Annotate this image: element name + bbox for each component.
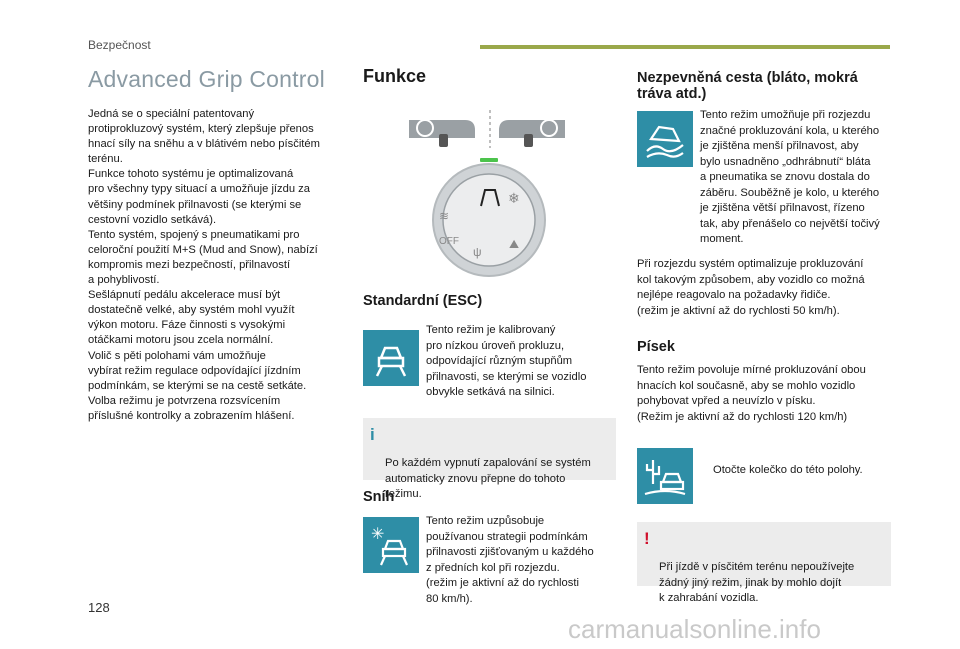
- header-accent-bar: [480, 45, 890, 49]
- left-seat-icon: [439, 134, 448, 147]
- mode-selector-illustration: [405, 108, 575, 283]
- page-title: Advanced Grip Control: [88, 66, 325, 92]
- right-seat-icon: [524, 134, 533, 147]
- info-note-text: Po každém vypnutí zapalování se systém automaticky znovu přepne do tohoto režimu.: [385, 457, 591, 500]
- mud-after-text: Při rozjezdu systém optimalizuje prokluzování kol takovým způsobem, aby vozidlo co možná nejlépe reagovalo na požadavky řidiče. (režim je aktivní až do rychlosti 50 km/h).: [637, 258, 865, 317]
- snow-heading: Sníh: [363, 489, 395, 505]
- intro-column: [88, 66, 353, 424]
- page-number: 128: [88, 600, 110, 615]
- dial-off-label: OFF: [439, 236, 459, 247]
- mud-road-mode-icon: ⛰: [509, 237, 520, 251]
- watermark: carmanualsonline.info: [568, 614, 821, 644]
- functions-heading: Funkce: [363, 66, 427, 86]
- snow-mode-icon: ❄: [508, 190, 520, 206]
- cactus-car-icon: [643, 454, 687, 498]
- sand-step: [703, 447, 891, 478]
- car-on-mud-icon: [643, 117, 687, 161]
- selector-dial: [443, 174, 535, 266]
- sand-text: Tento režim povoluje mírné prokluzování obou hnacích kol současně, aby se mohlo vozidlo pohybovat vpřed a neuvízlo v písku. (Režim je aktivní až do rychlosti 120 km/h): [637, 364, 866, 423]
- mud-text: Tento režim umožňuje při rozjezdu značné prokluzování kola, u kterého je zjištěna menší přilnavost, aby bylo usnadněno „odhrábnutí“ bláta a pneumatika se znovu dostala do záběru. Souběžně je kolo, u kterého je zjištěna větší přilnavost, řízeno tak, aby přenášelo co největší točivý moment.: [700, 109, 880, 245]
- warning-note-text: Při jízdě v písčitém terénu nepoužívejte žádný jiný režim, jinak by mohlo dojít k zahrabání vozidla.: [659, 561, 855, 604]
- sand-step-text: Otočte kolečko do této polohy.: [713, 463, 863, 476]
- sand-mode-icon: ψ: [473, 245, 482, 259]
- standard-text: Tento režim je kalibrovaný pro nízkou úroveň prokluzu, odpovídající různým stupňům přilnavosti, se kterými se vozidlo obvykle setkává na silnici.: [426, 324, 587, 398]
- svg-text:✳: ✳: [371, 526, 385, 543]
- mud-heading: Nezpevněná cesta (bláto, mokrá tráva atd.): [637, 70, 858, 102]
- snow-mode-box: [363, 517, 419, 573]
- active-indicator-led: [480, 158, 498, 162]
- warning-icon: !: [644, 529, 650, 548]
- sand-heading: Písek: [637, 339, 675, 355]
- intro-text: Jedná se o speciální patentovaný protiprokluzový systém, který zlepšuje přenos hnací síly na sněhu a v blátivém nebo písčitém terénu. Funkce tohoto systému je optimalizovaná pro všechny typy situací a umožňuje jízdu za většiny podmínek přilnavosti (se kterými se cestovní vozidlo setkává). Tento systém, spojený s pneumatikami pro celoroční použití M+S (Mud and Snow), nabízí kompromis mezi bezpečností, přilnavostí a pohyblivostí. Sešlápnutí pedálu akcelerace musí být dostatečně velké, aby systém mohl využít výkon motoru. Fáze činnosti s vysokými otáčkami motoru jsou zcela normální. Volič s pěti polohami vám umožňuje vybírat režim regulace odpovídající jízdním podmínkám, se kterými se na cestě setkáte. Volba režimu je potvrzena rozsvícením příslušné kontrolky a zobrazením hlášení.: [88, 108, 320, 422]
- snowflake-car-icon: [369, 523, 413, 567]
- car-road-icon: [371, 338, 411, 378]
- sand-mode-box: [637, 448, 693, 504]
- standard-mode-box: [363, 330, 419, 386]
- mud-mode-box: [637, 111, 693, 167]
- snow-text: Tento režim uzpůsobuje používanou strategii podmínkám přilnavosti zjišťovaným u každého z předních kol při rozjezdu. (režim je aktivní až do rychlosti 80 km/h).: [426, 515, 594, 605]
- info-icon: i: [370, 425, 375, 444]
- mud-mode-icon: ≋: [439, 209, 450, 223]
- warning-note: [637, 522, 891, 604]
- section-label: Bezpečnost: [88, 38, 151, 52]
- standard-heading: Standardní (ESC): [363, 293, 483, 309]
